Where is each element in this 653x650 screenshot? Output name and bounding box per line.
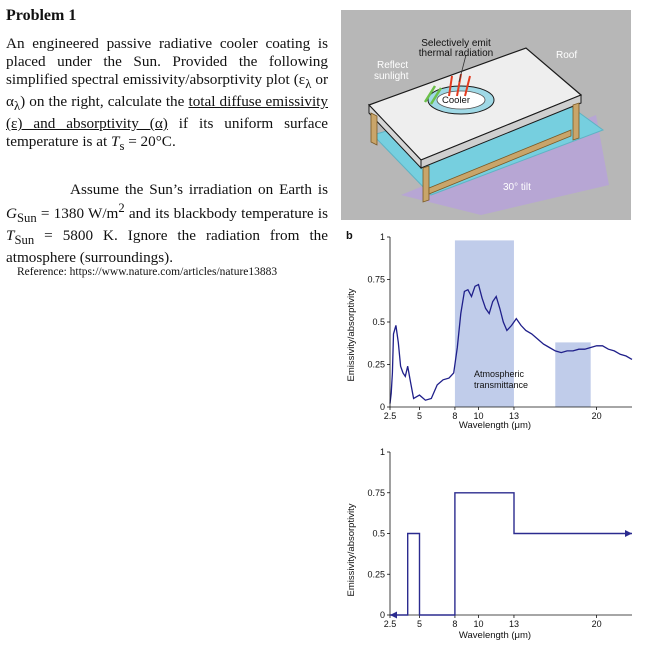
right-arrow-icon [625,530,632,537]
chart-s-x-tick-label: 8 [452,619,458,629]
annotation-atmospheric: Atmospheric [474,369,525,379]
step-emissivity-curve [390,493,632,615]
chart-b-x-tick-label: 20 [591,411,602,421]
underlined-task: total diffuse emissivity (ε) and absorptivity (α) [6,93,328,133]
chart-s-x-tick-label: 13 [508,619,519,629]
panel-label-b: b [346,230,353,242]
x-axis-label: Wavelength (μm) [458,420,532,431]
label-roof: Roof [556,50,578,61]
chart-simplified-emissivity [340,440,640,645]
label-tilt: 30° tilt [503,182,531,193]
chart-s-x-tick-label: 20 [591,619,602,629]
chart-b-y-tick-label: 0 [379,402,385,412]
chart-b-y-tick-label: 1 [379,232,385,242]
label-reflect-2: sunlight [374,71,409,82]
label-emit-2: thermal radiation [418,48,494,59]
assumption-paragraph: Assume the Sun’s irradiation on Earth is $G_{Sun} = 1380$ $W/m^2$ and its blackbody temperature is $T_{Sun} = 5800$ K. Ignore the radiation from the atmosphere (surroundings). [6,181,328,267]
chart-b-x-tick-label: 13 [508,411,519,421]
chart-s-x-tick-label: 10 [473,619,484,629]
chart-b-y-tick-label: 0.5 [372,317,385,327]
problem-statement: An engineered passive radiative cooler coating is placed under the Sun. Provided the following simplified spectral emissivity/absorptivity plot ($\varepsilon_\lambda$ or $\alpha_\lambda$) on the right, calculate the total diffuse emissivity (ε) and absorptivity (α) if its uniform surface temperature is at $T_s = 20^\circ C$. [6,35,329,154]
chart-s-y-tick-label: 0.25 [367,569,385,580]
label-reflect-1: Reflect [377,60,409,71]
roof-cooler-figure [341,10,631,220]
label-emit-1: Selectively emit [421,38,491,49]
x-axis-label: Wavelength (μm) [458,630,532,641]
chart-s-y-tick-label: 1 [379,447,385,457]
problem-title: Problem 1 [6,7,77,24]
chart-measured-emissivity [340,225,640,435]
chart-s-x-tick-label: 2.5 [383,619,397,629]
chart-b-x-tick-label: 5 [417,411,423,421]
chart-b-x-tick-label: 2.5 [383,411,397,421]
left-arrow-icon [390,612,397,619]
chart-b-y-tick-label: 0.25 [367,359,385,370]
chart-s-y-tick-label: 0.5 [372,528,385,539]
reference-link[interactable]: Reference: https://www.nature.com/articles/nature13883 [17,266,278,278]
y-axis-label: Emissivity/absorptivity [346,288,357,382]
annotation-transmittance: transmittance [474,380,529,390]
chart-s-x-tick-label: 5 [417,619,423,629]
chart-b-y-tick-label: 0.75 [367,274,385,285]
chart-b-x-tick-label: 8 [452,411,458,421]
y-axis-label: Emissivity/absorptivity [346,503,357,597]
chart-s-y-tick-label: 0 [379,610,385,620]
chart-s-y-tick-label: 0.75 [367,487,385,498]
label-cooler: Cooler [442,95,470,106]
chart-b-x-tick-label: 10 [473,411,484,421]
